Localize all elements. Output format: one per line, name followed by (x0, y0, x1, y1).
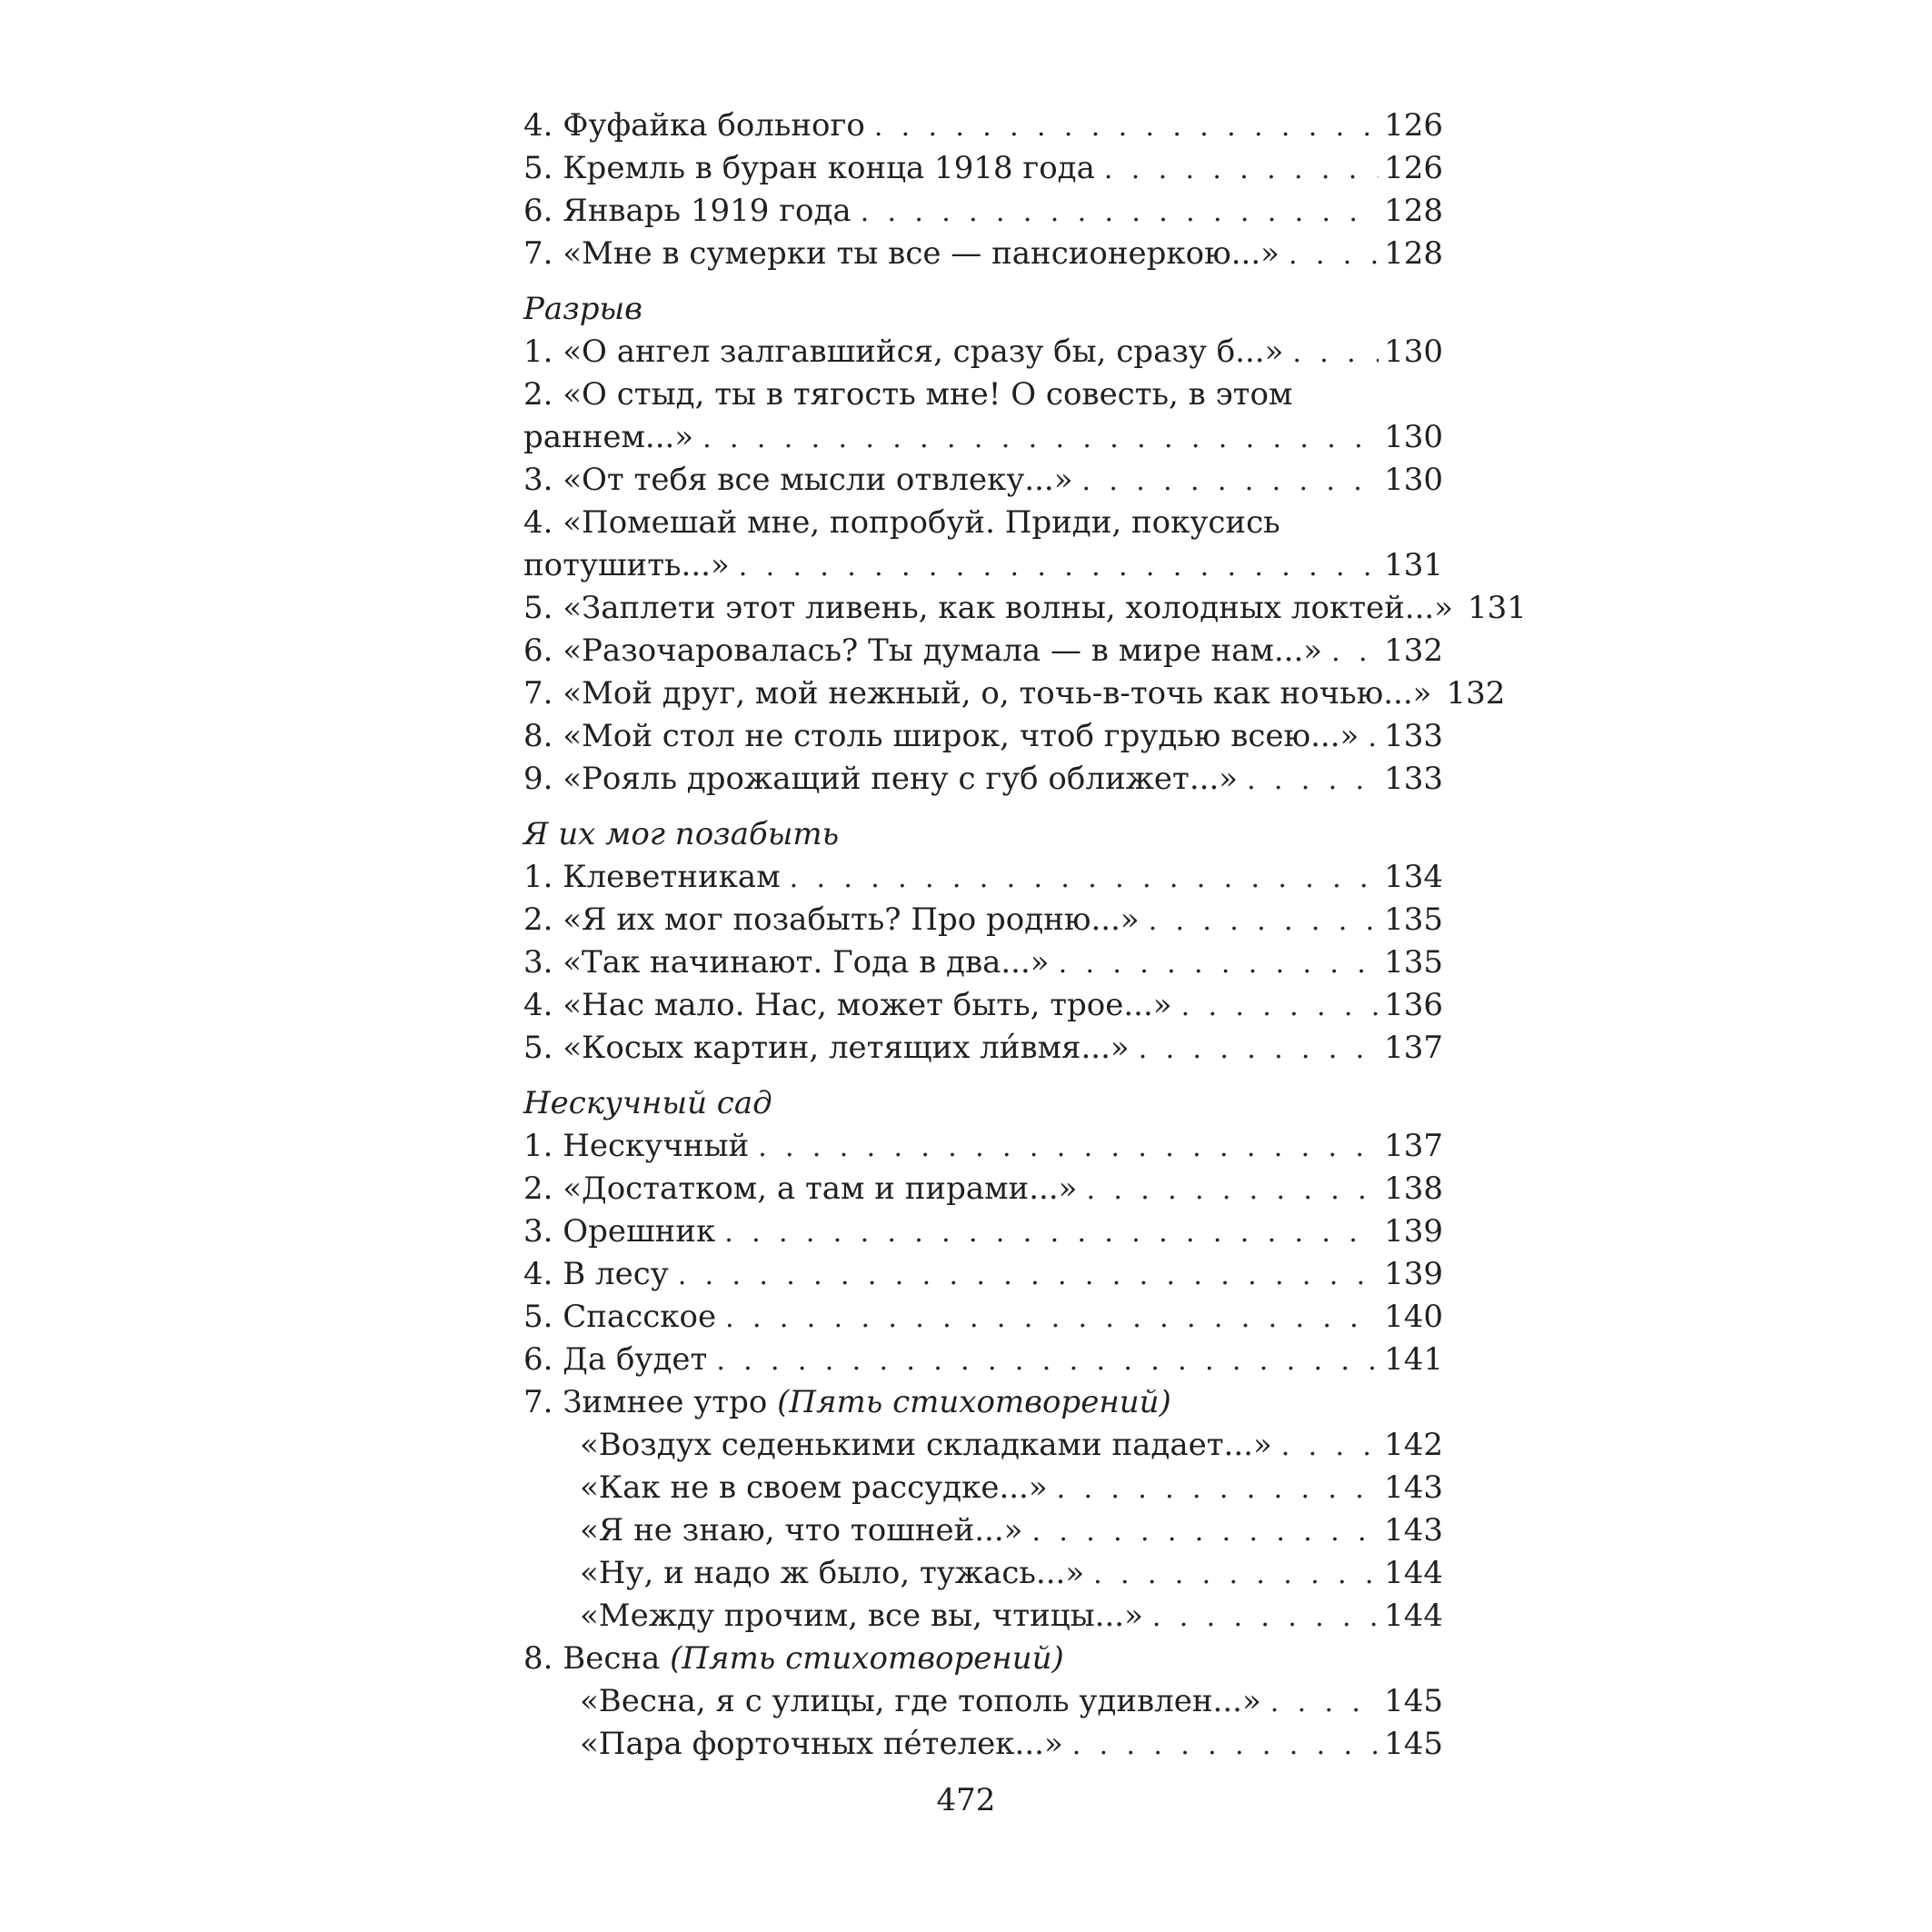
toc-entry-title: «Весна, я с улицы, где тополь удивлен...» (580, 1683, 1261, 1719)
toc-subentry (523, 1467, 1443, 1509)
dot-leader (1289, 234, 1379, 276)
cycle-title-text: 8. Весна (523, 1640, 661, 1677)
toc-entry-page: 136 (1384, 987, 1443, 1023)
toc-entry-page: 128 (1384, 235, 1443, 272)
toc-subentry (523, 1424, 1443, 1467)
toc-entry-title: 7. «Мне в сумерки ты все — пансионеркою...» (523, 235, 1280, 272)
toc-entry-page: 143 (1384, 1469, 1443, 1506)
toc-entry-page: 137 (1384, 1128, 1443, 1164)
toc-entry-page: 138 (1384, 1170, 1443, 1207)
dot-leader (702, 417, 1379, 460)
toc-entry (523, 1210, 1443, 1253)
toc-entry (523, 544, 1443, 587)
toc-entry-page: 128 (1384, 193, 1443, 229)
toc-entry-title: 5. Спасское (523, 1299, 717, 1335)
toc-subentry (523, 1552, 1443, 1595)
toc-entry (523, 941, 1443, 984)
toc-entry-title: 8. «Мой стол не столь широк, чтоб грудью всею...» (523, 718, 1359, 754)
cycle-title-text: 7. Зимнее утро (523, 1384, 768, 1420)
toc-entry-page: 142 (1384, 1427, 1443, 1463)
toc-entry-title: 4. Фуфайка больного (523, 107, 865, 144)
dot-leader (1292, 332, 1379, 374)
toc-subentry (523, 1595, 1443, 1638)
toc-entry-page: 132 (1446, 675, 1506, 712)
toc-entry (523, 587, 1527, 630)
toc-entry-page: 143 (1384, 1512, 1443, 1549)
toc-entry-title: «Пара форточных пе́телек...» (580, 1726, 1063, 1762)
toc-entry-title: «Воздух седенькими складками падает...» (580, 1427, 1272, 1463)
toc-entry-title: «Я не знаю, что тошней...» (580, 1512, 1023, 1549)
toc-entry-title-line1: 4. «Помешай мне, попробуй. Приди, покусись (523, 504, 1280, 541)
toc-entry-page: 139 (1384, 1256, 1443, 1292)
toc-entry-page: 135 (1384, 944, 1443, 981)
toc-entry-page: 145 (1384, 1683, 1443, 1719)
toc-entry-page: 132 (1384, 632, 1443, 669)
dot-leader (1057, 1468, 1379, 1510)
toc-entry-title: потушить...» (523, 547, 730, 583)
toc-entry (523, 630, 1443, 672)
dot-leader (790, 857, 1379, 900)
cycle-title (523, 1381, 1443, 1424)
cycle-note: (Пять стихотворений) (670, 1640, 1064, 1677)
toc-entry (523, 1253, 1443, 1296)
toc-subentry (523, 1680, 1443, 1723)
toc-entry (523, 147, 1443, 190)
dot-leader (1281, 1425, 1379, 1468)
toc-entry (523, 1125, 1443, 1168)
toc-entry (523, 1168, 1443, 1210)
toc-entry-title: 9. «Рояль дрожащий пену с губ оближет...» (523, 761, 1239, 797)
table-of-contents (523, 105, 1527, 1766)
toc-entry-title: «Между прочим, все вы, чтицы...» (580, 1598, 1143, 1634)
toc-entry-title: 5. «Косых картин, летящих ли́вмя...» (523, 1030, 1130, 1066)
toc-entry-page: 130 (1384, 334, 1443, 370)
cycle-note: (Пять стихотворений) (777, 1384, 1171, 1420)
toc-entry (523, 984, 1443, 1027)
toc-entry-page: 144 (1384, 1555, 1443, 1591)
toc-entry-page: 131 (1384, 547, 1443, 583)
toc-entry-title: 3. «От тебя все мысли отвлеку...» (523, 462, 1073, 498)
toc-entry-title: 1. Нескучный (523, 1128, 750, 1164)
toc-entry-title: 6. «Разочаровалась? Ты думала — в мире нам...» (523, 632, 1323, 669)
toc-entry-title: «Ну, и надо ж было, тужась...» (580, 1555, 1085, 1591)
toc-entry-title: 3. «Так начинают. Года в два...» (523, 944, 1050, 981)
toc-subentry (523, 1723, 1443, 1766)
dot-leader (1093, 1553, 1379, 1596)
toc-entry-title: 1. Клеветникам (523, 859, 781, 895)
toc-entry-page: 130 (1384, 462, 1443, 498)
section-heading: Разрыв (523, 291, 642, 327)
toc-entry-page: 131 (1468, 590, 1527, 626)
toc-entry (523, 1296, 1443, 1339)
toc-entry-title: 4. «Нас мало. Нас, может быть, трое...» (523, 987, 1172, 1023)
dot-leader (1139, 1028, 1379, 1071)
dot-leader (1368, 716, 1379, 759)
toc-entry-title: 7. «Мой друг, мой нежный, о, точь-в-точь как ночью...» (523, 675, 1432, 712)
toc-entry (523, 331, 1443, 373)
dot-leader (1031, 1510, 1379, 1553)
toc-entry (523, 190, 1443, 233)
toc-entry-page: 145 (1384, 1726, 1443, 1762)
toc-entry-title: 6. Да будет (523, 1341, 708, 1378)
toc-entry-page: 126 (1384, 150, 1443, 186)
dot-leader (1247, 759, 1379, 802)
toc-entry-title: раннем...» (523, 419, 694, 455)
toc-entry-page: 139 (1384, 1213, 1443, 1250)
toc-entry-page: 133 (1384, 761, 1443, 797)
toc-entry-title-line1: 2. «О стыд, ты в тягость мне! О совесть, в этом (523, 376, 1293, 413)
dot-leader (874, 105, 1379, 148)
toc-entry-title: 3. Орешник (523, 1213, 716, 1250)
toc-entry-page: 130 (1384, 419, 1443, 455)
dot-leader (1104, 148, 1379, 191)
dot-leader (1072, 1724, 1379, 1767)
toc-entry-title: 1. «О ангел залгавшийся, сразу бы, сразу б...» (523, 334, 1284, 370)
toc-entry (523, 105, 1443, 147)
toc-entry (523, 1339, 1443, 1381)
dot-leader (1082, 460, 1379, 503)
toc-entry-title: 5. Кремль в буран конца 1918 года (523, 150, 1095, 186)
toc-entry (523, 233, 1443, 275)
toc-entry-page: 141 (1384, 1341, 1443, 1378)
toc-entry (523, 416, 1443, 459)
dot-leader (678, 1254, 1379, 1297)
toc-entry (523, 856, 1443, 899)
dot-leader (1331, 631, 1379, 673)
toc-entry-page: 137 (1384, 1030, 1443, 1066)
dot-leader (1181, 985, 1379, 1028)
toc-entry-title: 2. «Я их мог позабыть? Про родню...» (523, 901, 1140, 938)
dot-leader (1086, 1169, 1379, 1211)
toc-entry-title: 6. Январь 1919 года (523, 193, 851, 229)
toc-entry (523, 1027, 1443, 1070)
toc-entry-page: 135 (1384, 901, 1443, 938)
toc-entry-page: 133 (1384, 718, 1443, 754)
dot-leader (1149, 900, 1379, 942)
toc-entry-page: 134 (1384, 859, 1443, 895)
toc-entry-page: 126 (1384, 107, 1443, 144)
dot-leader (1059, 942, 1379, 985)
dot-leader (1152, 1596, 1379, 1638)
toc-entry-page: 144 (1384, 1598, 1443, 1634)
dot-leader (724, 1211, 1379, 1254)
section-heading: Нескучный сад (523, 1085, 772, 1121)
toc-entry (523, 758, 1443, 801)
toc-entry (523, 899, 1443, 941)
toc-entry-title: 4. В лесу (523, 1256, 669, 1292)
dot-leader (861, 191, 1379, 234)
toc-entry (523, 459, 1443, 502)
cycle-title (523, 1638, 1443, 1680)
toc-entry (523, 672, 1506, 715)
section-heading: Я их мог позабыть (523, 816, 840, 852)
dot-leader (758, 1126, 1379, 1169)
toc-entry-title: 2. «Достатком, а там и пирами...» (523, 1170, 1078, 1207)
dot-leader (739, 545, 1379, 588)
page-number: 472 (936, 1782, 996, 1818)
dot-leader (725, 1297, 1379, 1339)
toc-subentry (523, 1509, 1443, 1552)
toc-entry-page: 140 (1384, 1299, 1443, 1335)
toc-entry (523, 715, 1443, 758)
toc-entry-title: «Как не в своем рассудке...» (580, 1469, 1048, 1506)
dot-leader (716, 1339, 1379, 1382)
toc-entry-title: 5. «Заплети этот ливень, как волны, холодных локтей...» (523, 590, 1454, 626)
dot-leader (1270, 1681, 1379, 1724)
